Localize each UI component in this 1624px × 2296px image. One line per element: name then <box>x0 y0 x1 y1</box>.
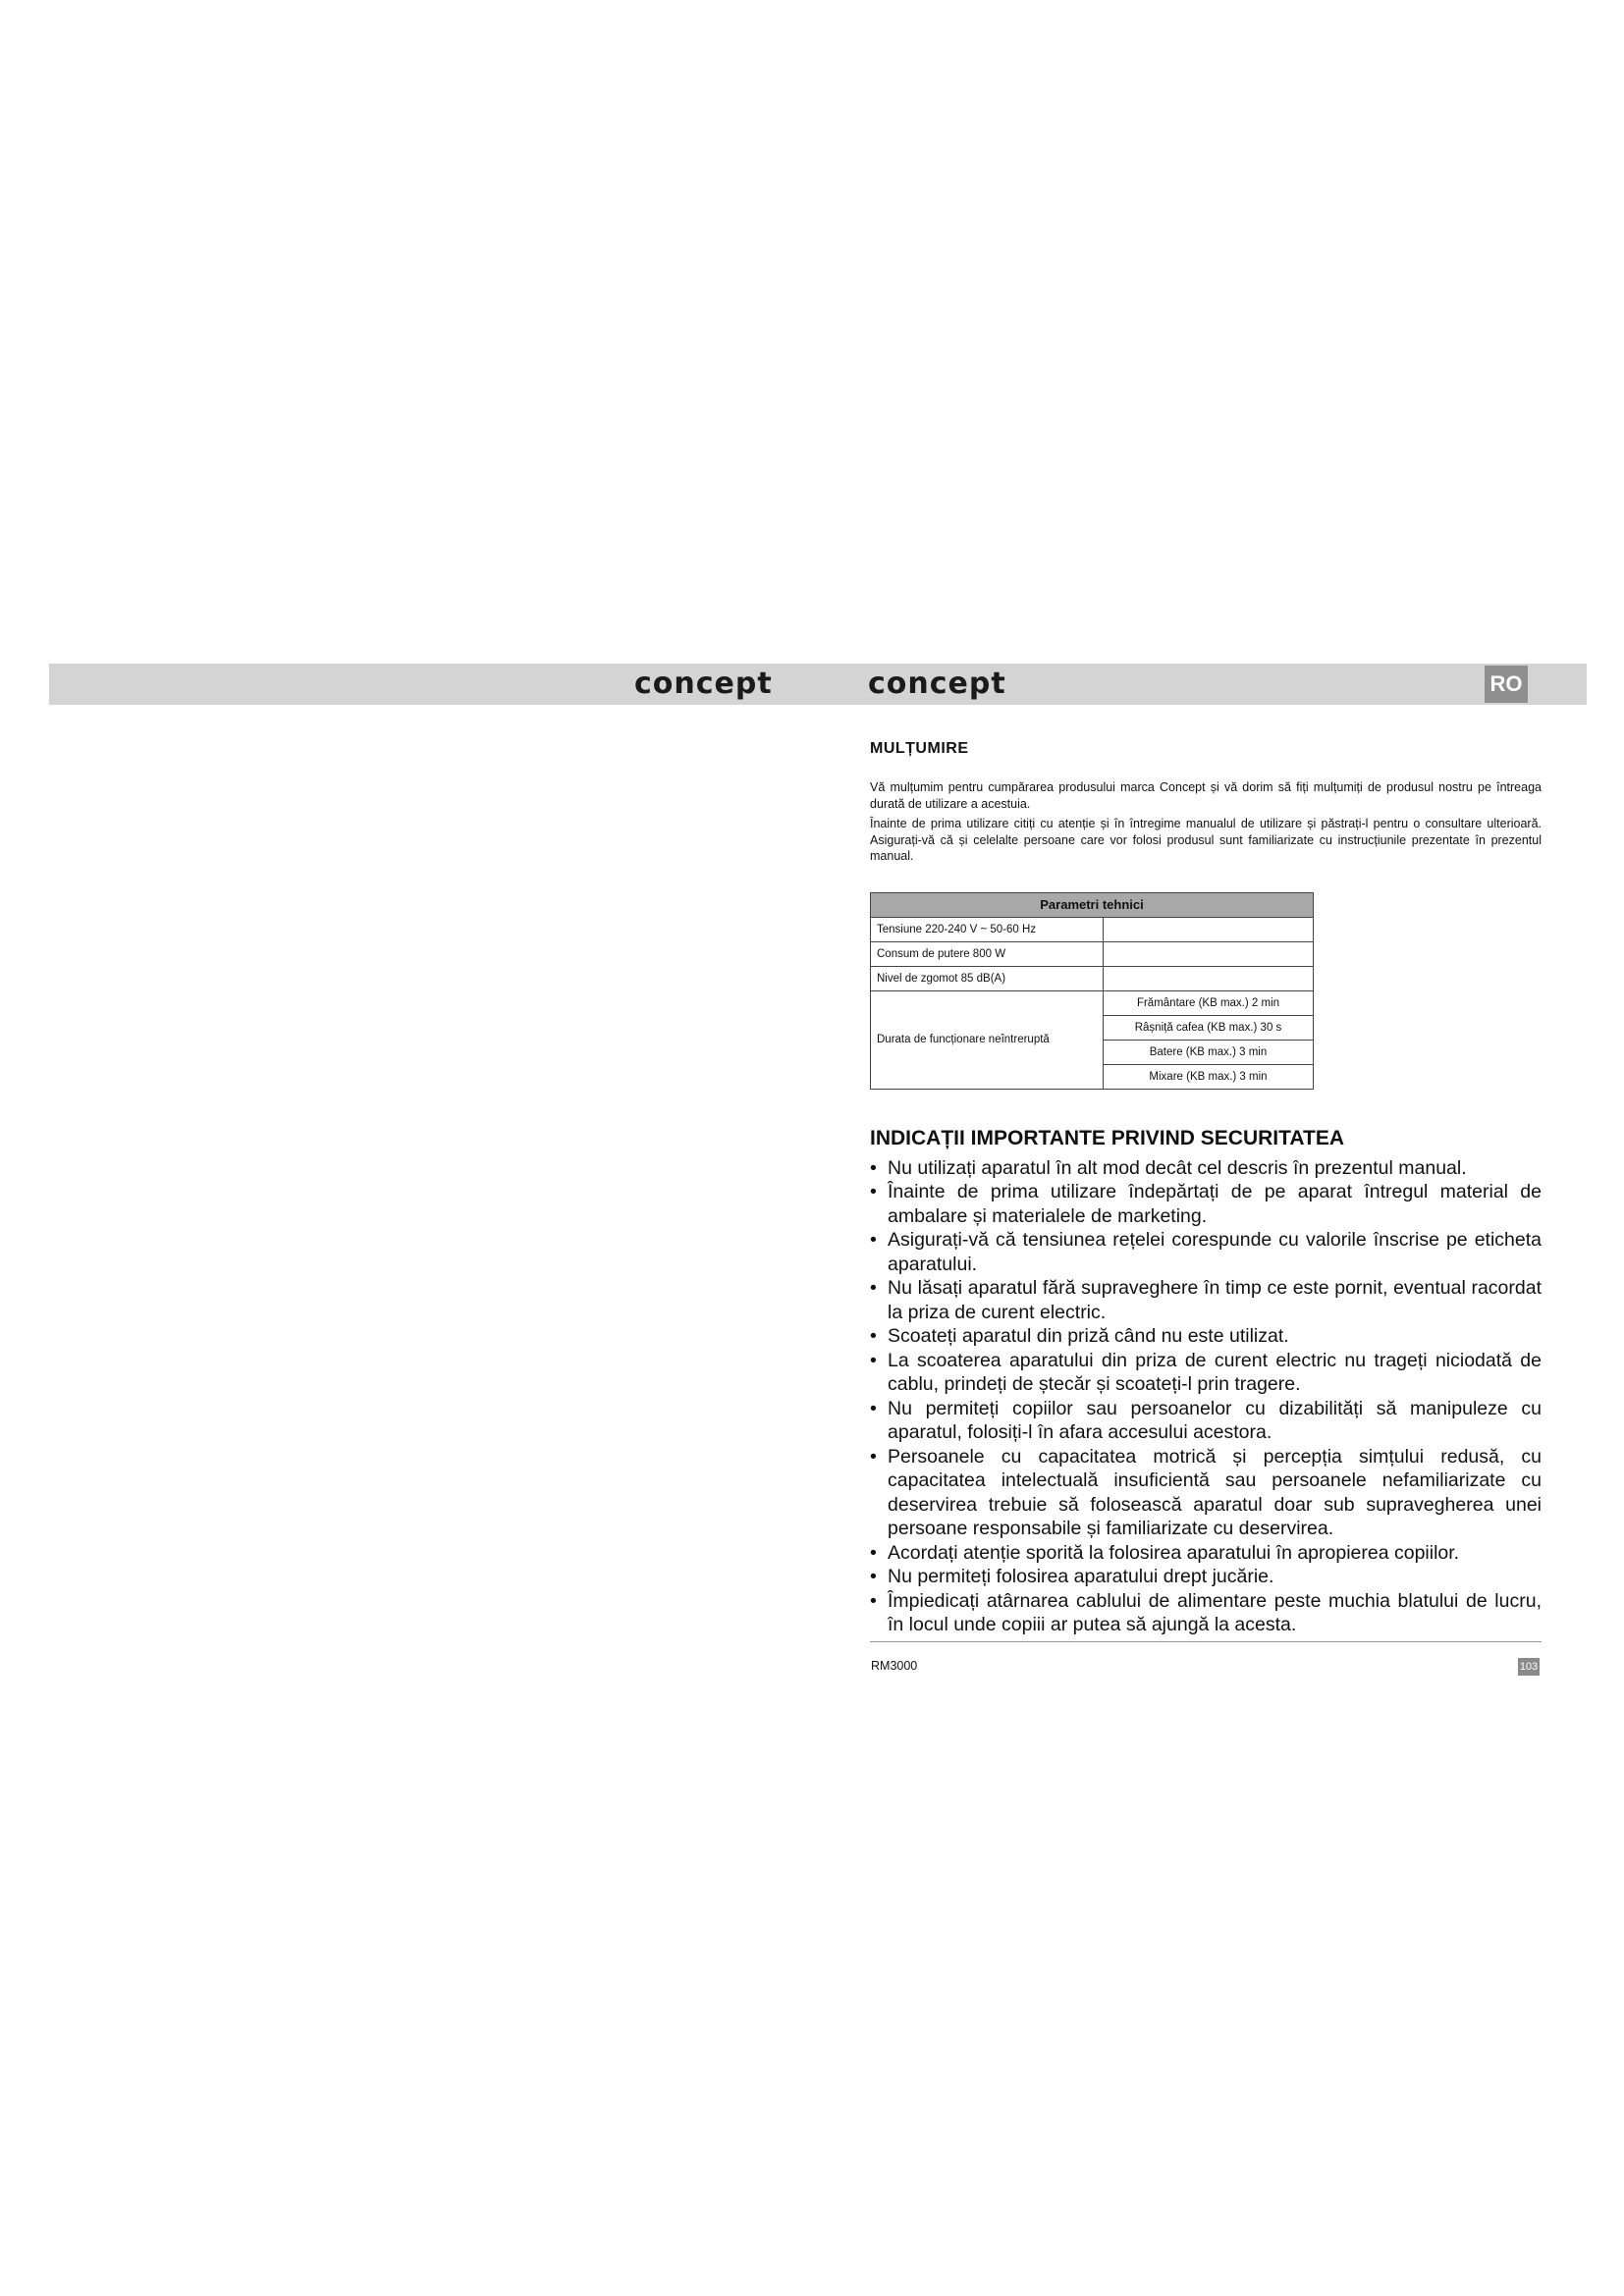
tech-table-title: Parametri tehnici <box>871 892 1314 917</box>
safety-title: INDICAȚII IMPORTANTE PRIVIND SECURITATEA <box>870 1126 1344 1149</box>
right-page-content <box>870 734 1542 1637</box>
safety-item: • Nu permiteți copiilor sau persoanelor cu dizabilități să manipuleze cu aparatul, folosiți-l în afara accesului acestora. <box>870 1397 1542 1445</box>
table-row <box>871 941 1314 966</box>
table-cell-empty <box>1104 941 1314 966</box>
table-cell-empty <box>1104 917 1314 941</box>
language-badge: RO <box>1485 666 1528 703</box>
safety-item: • Nu utilizați aparatul în alt mod decât cel descris în prezentul manual. <box>870 1156 1542 1181</box>
page-number: 103 <box>1518 1658 1540 1676</box>
safety-item: • Nu lăsați aparatul fără supraveghere în timp ce este pornit, eventual racordat la priza de curent electric. <box>870 1276 1542 1324</box>
duration-cell: Mixare (KB max.) 3 min <box>1104 1064 1314 1089</box>
model-number: RM3000 <box>871 1659 918 1673</box>
duration-label-cell: Durata de funcționare neîntreruptă <box>871 990 1104 1089</box>
safety-item: • Nu permiteți folosirea aparatului drept jucărie. <box>870 1565 1542 1589</box>
table-row <box>871 966 1314 990</box>
table-row <box>871 990 1314 1015</box>
safety-item: • Scoateți aparatul din priză când nu este utilizat. <box>870 1324 1542 1349</box>
header-bar <box>49 664 1587 705</box>
safety-item: • Asigurați-vă că tensiunea rețelei corespunde cu valorile înscrise pe eticheta aparatului. <box>870 1228 1542 1276</box>
thanks-paragraph: Înainte de prima utilizare citiți cu atenție și în întregime manualul de utilizare și păstrați-l pentru o consultare ulterioară. Asigurați-vă că și celelalte persoane care vor folosi produsul sunt familiarizate cu instrucțiunile prezentate în prezentul manual. <box>870 817 1542 863</box>
thanks-title: MULȚUMIRE <box>870 740 969 757</box>
brand-logo-right: concept <box>868 667 1006 701</box>
table-row <box>871 917 1314 941</box>
tech-params-table <box>870 892 1314 1090</box>
safety-item: • La scoaterea aparatului din priza de curent electric nu trageți niciodată de cablu, prindeți de ștecăr și scoateți-l prin tragere. <box>870 1349 1542 1397</box>
safety-item: • Persoanele cu capacitatea motrică și percepția simțului redusă, cu capacitatea intelectuală insuficientă sau persoanele nefamiliarizate cu deservirea trebuie să folosească aparatul doar sub supravegherea unei persoane responsabile și familiarizate cu deservirea. <box>870 1445 1542 1541</box>
safety-item: • Împiedicați atârnarea cablului de alimentare peste muchia blatului de lucru, în locul unde copiii ar putea să ajungă la acesta. <box>870 1589 1542 1637</box>
duration-cell: Frământare (KB max.) 2 min <box>1104 990 1314 1015</box>
table-cell: Nivel de zgomot 85 dB(A) <box>871 966 1104 990</box>
thanks-paragraph: Vă mulțumim pentru cumpărarea produsului marca Concept și vă dorim să fiți mulțumiți de produsul nostru pe întreaga durată de utilizare a acestuia. <box>870 780 1542 811</box>
footer-divider <box>870 1641 1542 1642</box>
safety-item: • Acordați atenție sporită la folosirea aparatului în apropierea copiilor. <box>870 1541 1542 1566</box>
table-cell-empty <box>1104 966 1314 990</box>
safety-list <box>870 1156 1542 1637</box>
safety-item: • Înainte de prima utilizare îndepărtați de pe aparat întregul material de ambalare și materialele de marketing. <box>870 1180 1542 1228</box>
table-cell: Consum de putere 800 W <box>871 941 1104 966</box>
brand-logo-left: concept <box>634 667 773 701</box>
table-cell: Tensiune 220-240 V ~ 50-60 Hz <box>871 917 1104 941</box>
duration-cell: Batere (KB max.) 3 min <box>1104 1040 1314 1064</box>
duration-cell: Râșniță cafea (KB max.) 30 s <box>1104 1015 1314 1040</box>
